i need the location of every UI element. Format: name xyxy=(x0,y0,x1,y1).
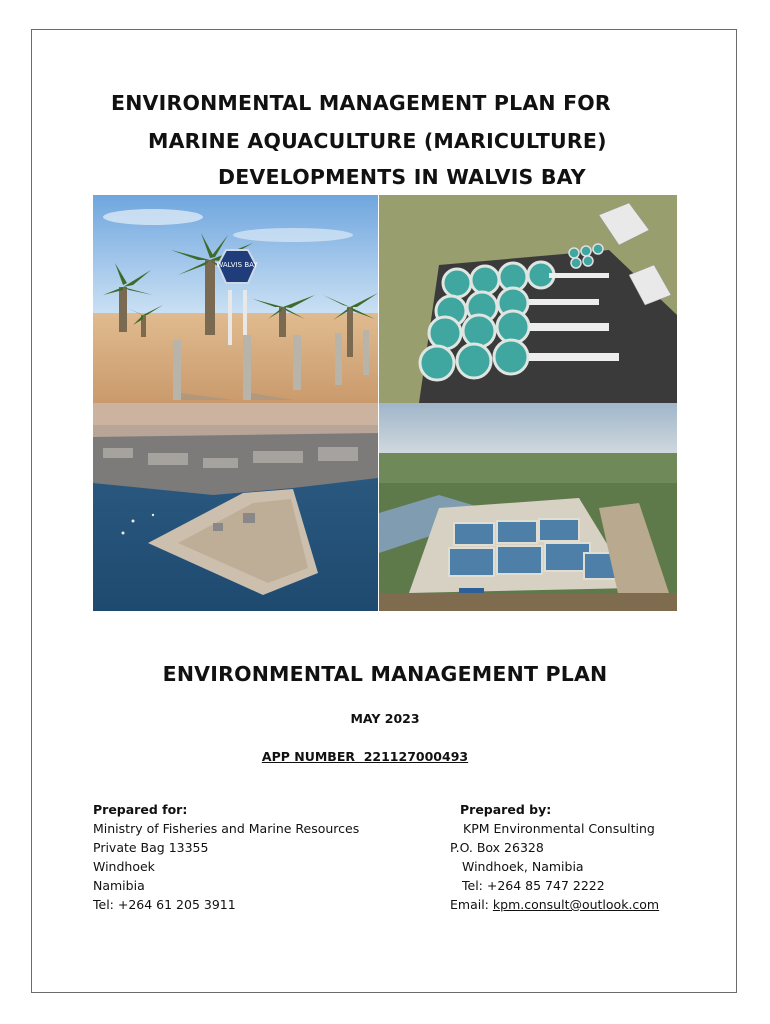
prepared-for-line: Windhoek xyxy=(93,859,155,874)
app-number xyxy=(0,749,730,764)
photo-port-aerial xyxy=(93,403,378,611)
title-line-3: DEVELOPMENTS IN WALVIS BAY xyxy=(218,165,586,189)
prepared-by-line: Windhoek, Namibia xyxy=(462,859,584,874)
prepared-by-line: P.O. Box 26328 xyxy=(450,840,544,855)
photo-aquaculture-render xyxy=(379,195,677,403)
prepared-for-heading: Prepared for: xyxy=(93,802,188,817)
app-number-value: 221127000493 xyxy=(363,749,469,764)
title-line-1: ENVIRONMENTAL MANAGEMENT PLAN FOR xyxy=(111,91,611,115)
prepared-by-email-row xyxy=(450,895,659,914)
prepared-by-line: KPM Environmental Consulting xyxy=(463,821,655,836)
prepared-for-line: Ministry of Fisheries and Marine Resources xyxy=(93,821,360,836)
prepared-by-line: Tel: +264 85 747 2222 xyxy=(462,878,605,893)
title-line-2: MARINE AQUACULTURE (MARICULTURE) xyxy=(148,129,607,153)
prepared-by-block xyxy=(450,800,659,914)
prepared-for-line: Namibia xyxy=(93,878,145,893)
photo-walvis-bay-sign xyxy=(93,195,378,403)
prepared-by-heading: Prepared by: xyxy=(460,802,552,817)
document-date: MAY 2023 xyxy=(350,711,420,726)
app-number-label: APP NUMBER xyxy=(261,749,355,764)
prepared-for-block xyxy=(93,800,359,914)
prepared-for-line: Private Bag 13355 xyxy=(93,840,209,855)
photo-farm-ponds xyxy=(379,403,677,611)
email-link[interactable]: kpm.consult@outlook.com xyxy=(492,897,660,912)
sign-text: WALVIS BAY xyxy=(216,261,258,269)
email-label: Email: xyxy=(450,897,489,912)
prepared-for-line: Tel: +264 61 205 3911 xyxy=(93,897,236,912)
document-subtitle: ENVIRONMENTAL MANAGEMENT PLAN xyxy=(162,662,608,686)
